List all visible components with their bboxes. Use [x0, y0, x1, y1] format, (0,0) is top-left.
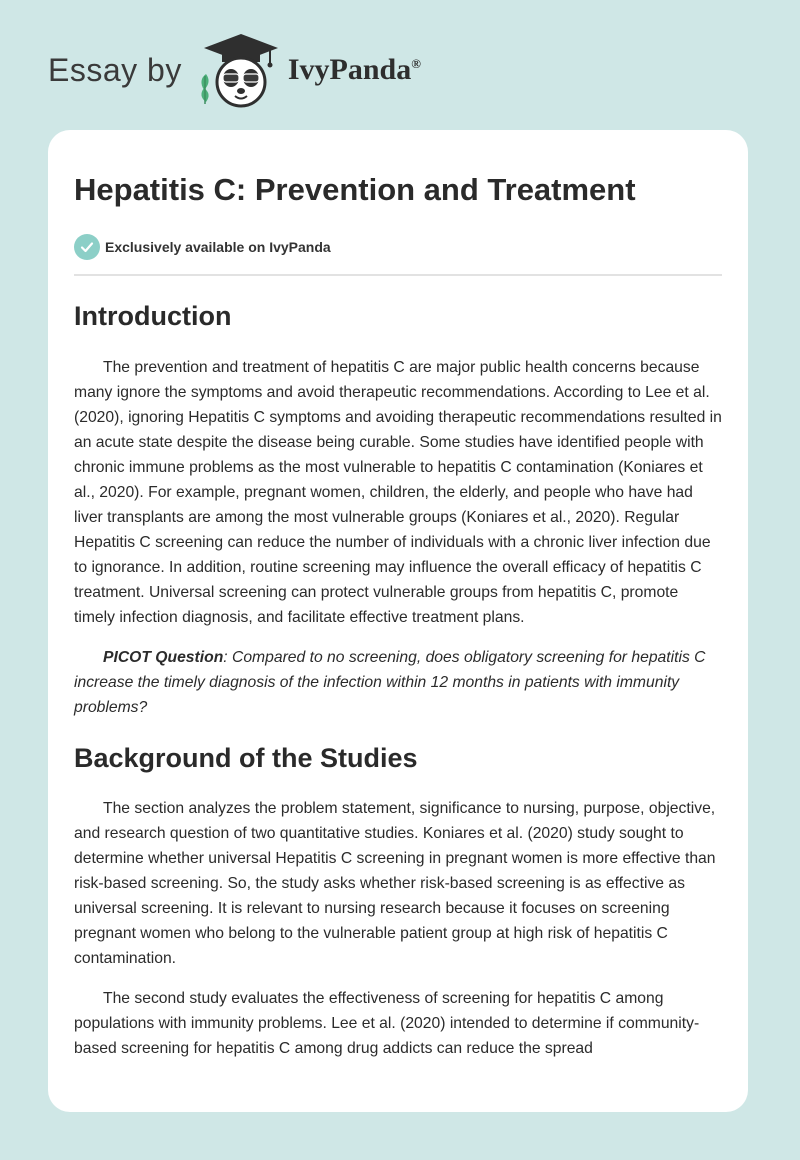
- page-title: Hepatitis C: Prevention and Treatment: [74, 172, 636, 207]
- paragraph: The second study evaluates the effectiveness of screening for hepatitis C among populations with immunity problems. Lee et al. (2020) intended to determine if community-based screening for hepatitis C among drug addicts can reduce the spread: [74, 990, 700, 1057]
- paragraph: The section analyzes the problem statement, significance to nursing, purpose, objective, and research question of two quantitative studies. Koniares et al. (2020) study sought to determine whether universal Hepatitis C screening in pregnant women is more effective than risk-based screening. So, the study asks whether risk-based screening is as effective as universal screening. It is relevant to nursing research because it focuses on screening pregnant women who belong to the vulnerable patient group at high risk of hepatitis C contamination.: [74, 800, 716, 967]
- check-circle-icon: [74, 234, 100, 260]
- brand-header: [48, 30, 421, 110]
- divider: [74, 274, 722, 276]
- essay-card: [48, 130, 748, 1112]
- paragraph: The prevention and treatment of hepatitis C are major public health concerns because many ignore the symptoms and avoid therapeutic recommendations. According to Lee et al. (2020), ignoring Hepatitis C symptoms and avoiding therapeutic recommendations resulted in an acute state despite the disease being curable. Some studies have identified people with chronic immune problems as the most vulnerable to hepatitis C contamination (Koniares et al., 2020). For example, pregnant women, children, the elderly, and people who have had liver transplants are among the most vulnerable groups (Koniares et al., 2020). Regular Hepatitis C screening can reduce the number of individuals with a chronic liver infection due to ignorance. In addition, routine screening may influence the overall efficacy of hepatitis C treatment. Universal screening can protect vulnerable groups from hepatitis C, promote timely infection diagnosis, and facilitate effective treatment plans.: [74, 359, 722, 626]
- exclusive-badge: [74, 234, 722, 260]
- picot-question: [74, 645, 722, 720]
- panda-logo-icon[interactable]: [196, 30, 286, 110]
- picot-label: PICOT Question: [103, 649, 224, 666]
- picot-text: : Compared to no screening, does obligatory screening for hepatitis C increase the timely diagnosis of the infection within 12 months in patients with immunity problems?: [74, 649, 706, 716]
- exclusive-label: Exclusively available on IvyPanda: [105, 239, 331, 255]
- brand-prefix: Essay by: [48, 51, 182, 88]
- section-heading-introduction: Introduction: [74, 301, 232, 331]
- section-heading-background: Background of the Studies: [74, 743, 418, 773]
- brand-name: IvyPanda®: [287, 53, 421, 86]
